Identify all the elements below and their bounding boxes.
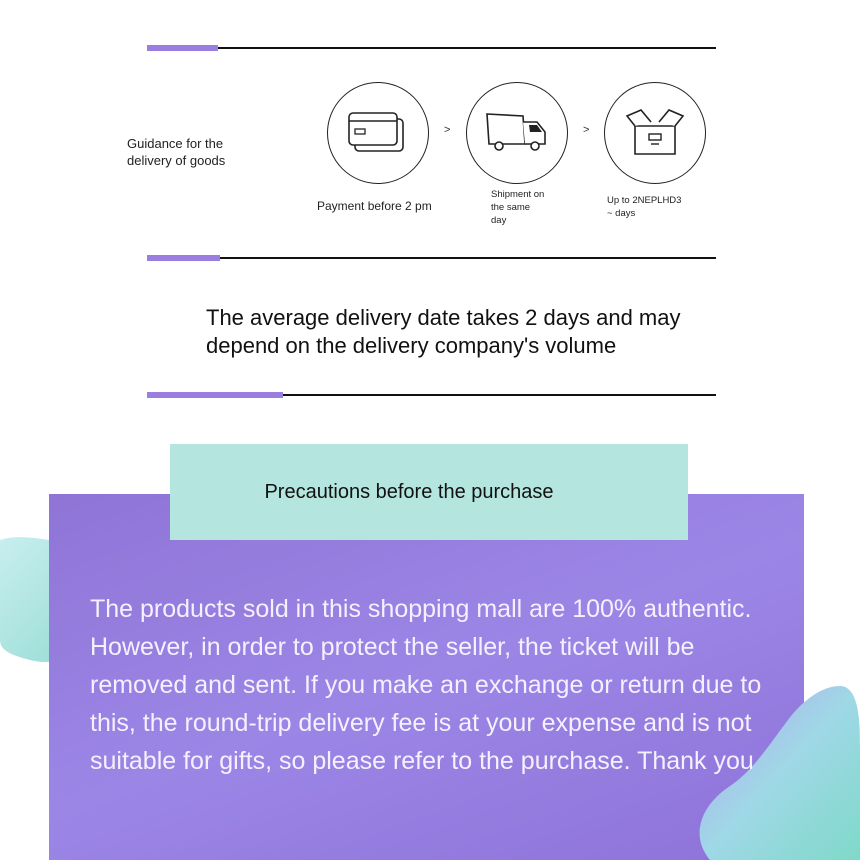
step-caption-arrival: Up to 2NEPLHD3 ~ days <box>607 195 682 219</box>
precautions-title-box <box>170 444 688 540</box>
step-arrow-1: > <box>444 124 451 136</box>
divider-accent <box>147 45 218 51</box>
divider-middle <box>147 257 716 259</box>
divider-accent <box>147 255 220 261</box>
step-caption-shipment: Shipment on the same day <box>491 189 545 226</box>
delivery-truck-icon <box>483 110 551 156</box>
open-box-icon <box>623 106 687 160</box>
divider-bottom <box>147 394 716 396</box>
credit-card-icon <box>347 109 409 157</box>
precautions-body: The products sold in this shopping mall are 100% authentic. However, in order to protect the seller, the ticket will be removed and sent. If you make an exchange or return due to this, the round-trip delivery fee is at your expense and is not suitable for gifts, so please refer to the purchase. Thank you <box>90 595 762 775</box>
step-caption-payment: Payment before 2 pm <box>317 199 432 213</box>
delivery-note: The average delivery date takes 2 days and may depend on the delivery company's volume <box>206 305 681 358</box>
step-circle-shipment <box>466 82 568 184</box>
divider-top <box>147 47 716 49</box>
guide-label: Guidance for the delivery of goods <box>127 136 226 168</box>
step-circle-payment <box>327 82 429 184</box>
divider-accent <box>147 392 283 398</box>
step-arrow-2: > <box>583 124 590 136</box>
precautions-title: Precautions before the purchase <box>264 480 554 503</box>
step-circle-arrival <box>604 82 706 184</box>
